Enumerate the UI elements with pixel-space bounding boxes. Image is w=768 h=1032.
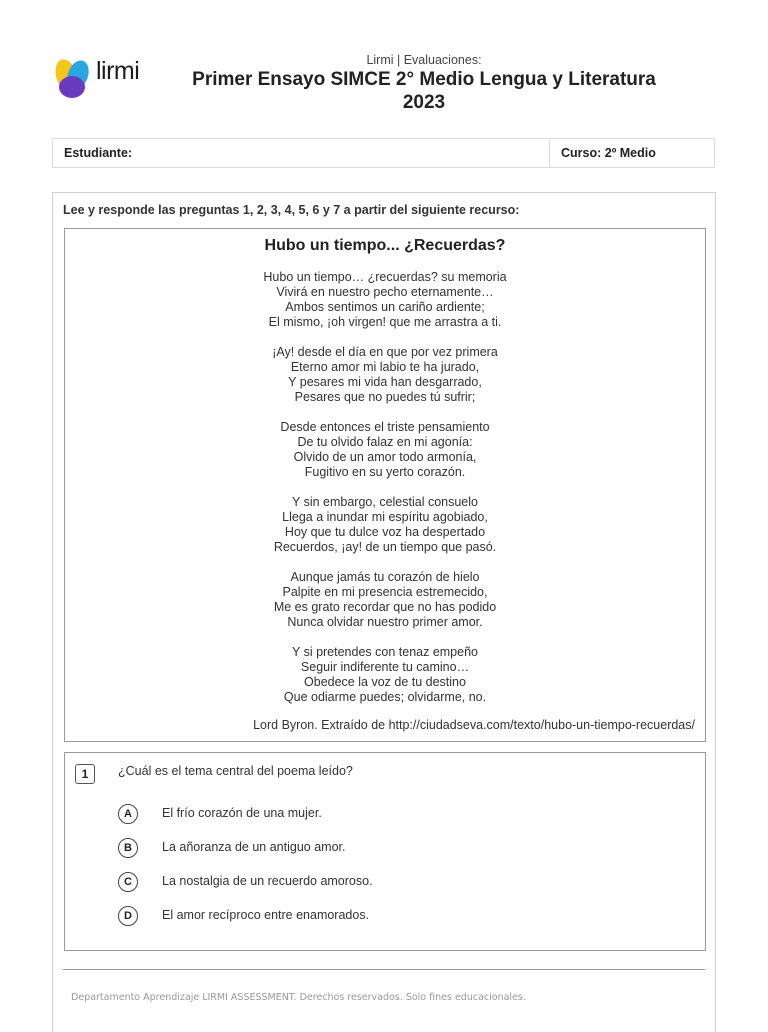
poem-verse: Eterno amor mi labio te ha jurado, <box>290 360 480 374</box>
poem-stanza <box>65 420 705 480</box>
poem-verse: ¡Ay! desde el día en que por vez primera <box>272 345 498 359</box>
poem-verse: Fugitivo en su yerto corazón. <box>304 465 466 479</box>
student-info-box <box>52 138 715 168</box>
section-instruction: Lee y responde las preguntas 1, 2, 3, 4, 5, 6 y 7 a partir del siguiente recurso: <box>63 203 520 217</box>
poem-body <box>65 270 705 705</box>
option-a[interactable] <box>118 804 678 826</box>
question-section <box>52 192 716 1032</box>
poem-verse: Que odiarme puedes; olvidarme, no. <box>283 690 487 704</box>
poem-verse: Aunque jamás tu corazón de hielo <box>290 570 480 584</box>
poem-verse: Recuerdos, ¡ay! de un tiempo que pasó. <box>273 540 497 554</box>
poem-verse: Y si pretendes con tenaz empeño <box>291 645 478 659</box>
poem-verse: Pesares que no puedes tú sufrir; <box>294 390 476 404</box>
poem-title: Hubo un tiempo... ¿Recuerdas? <box>264 237 506 254</box>
document-header <box>150 53 698 114</box>
title-line-1: Primer Ensayo SIMCE 2° Medio Lengua y Literatura <box>192 69 656 90</box>
poem-verse: Me es grato recordar que no has podido <box>273 600 497 614</box>
poem-stanza <box>65 270 705 330</box>
lirmi-logo-icon <box>52 55 94 101</box>
poem-stanza <box>65 495 705 555</box>
course-cell <box>549 139 714 167</box>
option-a-text: El frío corazón de una mujer. <box>162 806 322 820</box>
option-c-text: La nostalgia de un recuerdo amoroso. <box>162 874 373 888</box>
title-line-2: 2023 <box>402 92 446 113</box>
question-1 <box>64 752 706 951</box>
page-title <box>150 68 698 114</box>
option-b-text: La añoranza de un antiguo amor. <box>162 840 346 854</box>
option-d-text: El amor recíproco entre enamorados. <box>162 908 370 922</box>
poem-verse: Y pesares mi vida han desgarrado, <box>288 375 482 389</box>
poem-stanza <box>65 645 705 705</box>
section-divider <box>63 969 705 970</box>
poem-verse: De tu olvido falaz en mi agonía: <box>297 435 473 449</box>
option-a-bubble[interactable]: A <box>118 804 138 824</box>
poem-stanza <box>65 345 705 405</box>
option-c-bubble[interactable]: C <box>118 872 138 892</box>
poem-verse: Desde entonces el triste pensamiento <box>280 420 490 434</box>
lirmi-logo <box>52 55 144 101</box>
poem-verse: Hubo un tiempo… ¿recuerdas? su memoria <box>263 270 507 284</box>
poem-resource <box>64 228 706 742</box>
poem-source: Lord Byron. Extraído de http://ciudadseva.com/texto/hubo-un-tiempo-recuerdas/ <box>253 718 695 732</box>
poem-stanza <box>65 570 705 630</box>
option-d-bubble[interactable]: D <box>118 906 138 926</box>
header-subtitle: Lirmi | Evaluaciones: <box>366 53 482 67</box>
poem-verse: Llega a inundar mi espíritu agobiado, <box>282 510 488 524</box>
poem-verse: El mismo, ¡oh virgen! que me arrastra a ti. <box>268 315 502 329</box>
option-d[interactable] <box>118 906 678 928</box>
poem-verse: Olvido de un amor todo armonía, <box>293 450 477 464</box>
page-footer: Departamento Aprendizaje LIRMI ASSESSMENT. Derechos reservados. Solo fines educacionales. <box>71 992 526 1003</box>
poem-verse: Y sin embargo, celestial consuelo <box>292 495 478 509</box>
student-label: Estudiante: <box>64 146 133 160</box>
logo-wordmark: lirmi <box>96 57 140 85</box>
course-label: Curso: 2º Medio <box>561 146 656 160</box>
option-b[interactable] <box>118 838 678 860</box>
question-number: 1 <box>75 764 95 784</box>
poem-verse: Nunca olvidar nuestro primer amor. <box>287 615 483 629</box>
poem-verse: Obedece la voz de tu destino <box>304 675 466 689</box>
poem-verse: Seguir indiferente tu camino… <box>300 660 470 674</box>
poem-verse: Ambos sentimos un cariño ardiente; <box>285 300 485 314</box>
option-b-bubble[interactable]: B <box>118 838 138 858</box>
option-c[interactable] <box>118 872 678 894</box>
question-text: ¿Cuál es el tema central del poema leído? <box>118 764 353 778</box>
poem-verse: Vivirá en nuestro pecho eternamente… <box>276 285 494 299</box>
poem-verse: Palpite en mi presencia estremecido, <box>282 585 488 599</box>
poem-verse: Hoy que tu dulce voz ha despertado <box>284 525 486 539</box>
